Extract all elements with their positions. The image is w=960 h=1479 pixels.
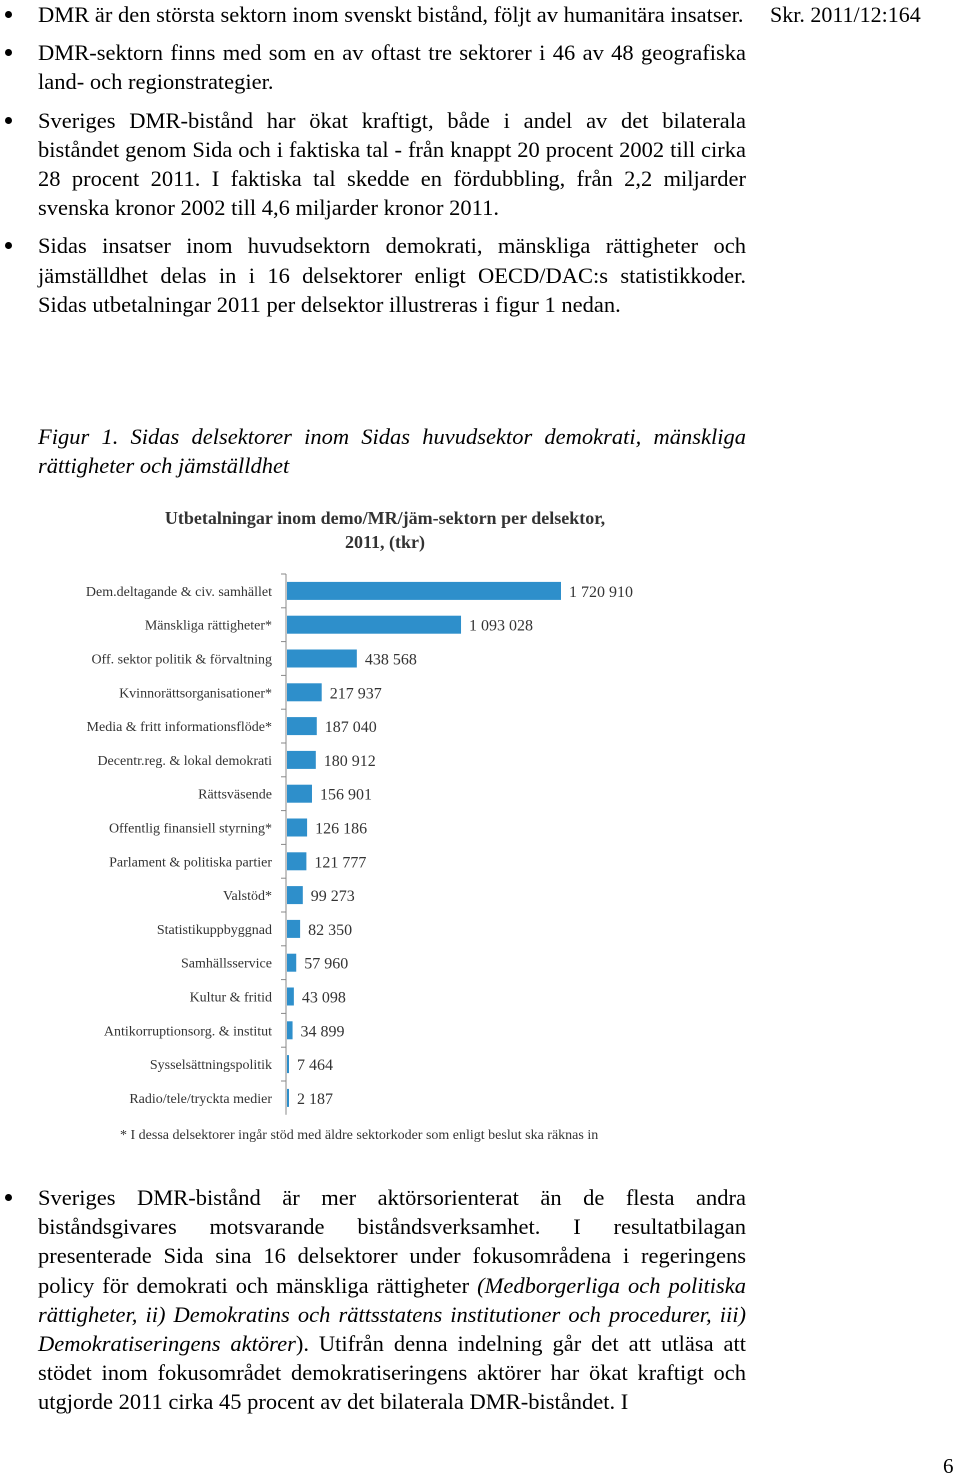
bar: [287, 785, 312, 803]
bar: [287, 683, 322, 701]
value-label: 1 093 028: [469, 617, 534, 635]
figure-caption: Figur 1. Sidas delsektorer inom Sidas huvudsektor demokrati, mänskliga rättigheter och jämställdhet: [38, 424, 746, 479]
value-label: 156 901: [319, 786, 372, 804]
category-label: Decentr.reg. & lokal demokrati: [97, 753, 272, 769]
value-label: 121 777: [314, 854, 367, 872]
bullet-list-continued: [38, 1183, 746, 1426]
category-label: Parlament & politiska partier: [109, 855, 272, 871]
bullet-item: DMR-sektorn finns med som en av oftast tre sektorer i 46 av 48 geografiska land- och regionstrategier.: [38, 38, 746, 96]
category-label: Samhällsservice: [181, 956, 272, 972]
bar: [287, 751, 316, 769]
bar: [287, 1021, 293, 1039]
page-number: 6: [943, 1454, 954, 1478]
category-label: Media & fritt informationsflöde*: [86, 720, 272, 736]
bar-chart: [0, 570, 960, 1125]
chart-title-line2: 2011, (tkr): [345, 532, 425, 552]
bar: [287, 616, 461, 634]
bullet-item: Sveriges DMR-bistånd har ökat kraftigt, både i andel av det bilaterala biståndet genom Sida och i faktiska tal - från knappt 20 procent 2002 till cirka 28 procent 2011. I faktiska tal skedde en fördubbling, från 2,2 miljarder svenska kronor 2002 till 4,6 miljarder kronor 2011.: [38, 106, 746, 223]
value-label: 438 568: [364, 651, 417, 669]
value-label: 43 098: [301, 989, 346, 1007]
bullet-item: [38, 1183, 746, 1417]
value-label: 57 960: [304, 955, 349, 973]
value-label: 187 040: [324, 719, 377, 737]
value-label: 7 464: [297, 1057, 333, 1075]
value-label: 2 187: [297, 1090, 333, 1108]
category-label: Sysselsättningspolitik: [149, 1058, 272, 1074]
category-label: Statistikuppbyggnad: [156, 922, 272, 938]
bar: [287, 1055, 289, 1073]
category-label: Kvinnorättsorganisationer*: [119, 686, 272, 702]
chart-title-line1: Utbetalningar inom demo/MR/jäm-sektorn per delsektor,: [164, 508, 606, 528]
chart-title: [100, 506, 670, 554]
category-label: Dem.deltagande & civ. samhället: [85, 584, 272, 600]
value-label: 126 186: [315, 820, 368, 838]
bar: [287, 717, 317, 735]
bar: [287, 920, 300, 938]
category-label: Kultur & fritid: [189, 990, 272, 1006]
bullet-item: DMR är den största sektorn inom svenskt bistånd, följt av humanitära insatser.: [38, 0, 746, 29]
value-label: 34 899: [300, 1023, 345, 1041]
category-label: Antikorruptionsorg. & institut: [103, 1024, 272, 1040]
category-label: Rättsväsende: [198, 787, 272, 803]
category-label: Mänskliga rättigheter*: [144, 618, 272, 634]
bullet-text-part1: Sveriges DMR-bistånd är mer aktörsorienterat än de flesta andra biståndsgivares motsvarande biståndsverksamhet. I resultatbilagan presenterade Sida sina 16 delsektorer under fokusområdena i regeringens policy för demokrati och mänskliga rättigheter: [38, 1185, 746, 1298]
value-label: 99 273: [310, 888, 355, 906]
bullet-text-italic: (Medborgerliga och politiska rättigheter, ii) Demokratins och rättsstatens institutioner och procedurer, iii) Demokratiseringens aktörer: [38, 1272, 746, 1357]
value-label: 82 350: [308, 921, 353, 939]
bar: [287, 852, 306, 870]
bar: [287, 954, 296, 972]
category-label: Offentlig finansiell styrning*: [108, 821, 272, 837]
bullet-list: [38, 0, 746, 328]
category-label: Valstöd*: [223, 889, 272, 905]
bar: [287, 582, 561, 600]
document-reference: Skr. 2011/12:164: [770, 2, 921, 27]
bar: [287, 988, 294, 1006]
bar: [287, 650, 357, 668]
bar: [287, 886, 303, 904]
category-label: Radio/tele/tryckta medier: [129, 1091, 272, 1107]
value-label: 180 912: [323, 752, 376, 770]
bar: [287, 819, 307, 837]
bullet-item: Sidas insatser inom huvudsektorn demokrati, mänskliga rättigheter och jämställdhet delas in i 16 delsektorer enligt OECD/DAC:s statistikkoder. Sidas utbetalningar 2011 per delsektor illustreras i figur 1 nedan.: [38, 231, 746, 319]
bullet-text-part2: ). Utifrån denna indelning går det att utläsa att stödet inom fokusområdet demokratiseringens aktörer har ökat kraftigt och utgjorde 2011 cirka 45 procent av det bilaterala DMR-biståndet. I: [38, 1331, 747, 1415]
chart-footnote: * I dessa delsektorer ingår stöd med äldre sektorkoder som enligt beslut ska räknas in: [120, 1128, 599, 1143]
value-label: 217 937: [329, 685, 382, 703]
value-label: 1 720 910: [569, 583, 633, 601]
bar: [287, 1089, 289, 1107]
category-label: Off. sektor politik & förvaltning: [91, 652, 272, 668]
